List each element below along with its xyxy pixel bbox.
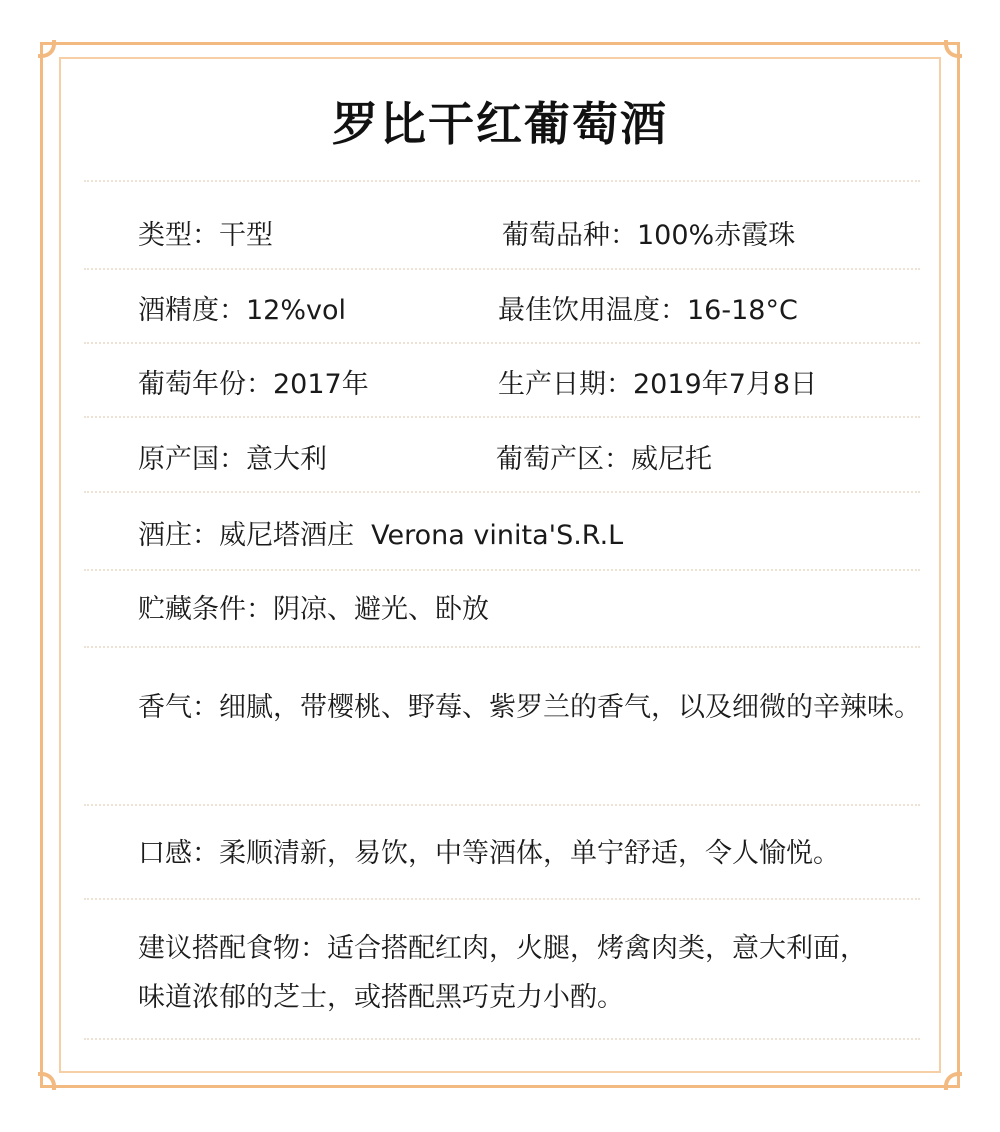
field-taste: 口感：柔顺清新，易饮，中等酒体，单宁舒适，令人愉悦。 — [138, 838, 840, 869]
divider — [84, 268, 920, 270]
field-vintage: 葡萄年份：2017年 — [138, 369, 369, 400]
field-production-date: 生产日期：2019年7月8日 — [498, 369, 818, 400]
divider — [84, 569, 920, 571]
field-aroma: 香气：细腻，带樱桃、野莓、紫罗兰的香气，以及细微的辛辣味。 — [138, 692, 921, 723]
field-storage: 贮藏条件：阴凉、避光、卧放 — [138, 594, 489, 625]
page-title: 罗比干红葡萄酒 — [332, 97, 668, 151]
divider — [84, 804, 920, 806]
field-alcohol: 酒精度：12%vol — [138, 295, 347, 326]
field-grape-region: 葡萄产区：威尼托 — [496, 444, 712, 475]
divider — [84, 342, 920, 344]
divider — [84, 180, 920, 182]
divider — [84, 1038, 920, 1040]
field-grape-variety: 葡萄品种：100%赤霞珠 — [502, 220, 796, 251]
divider — [84, 646, 920, 648]
field-food-pairing: 建议搭配食物：适合搭配红肉，火腿，烤禽肉类，意大利面，味道浓郁的芝士，或搭配黑巧克力小酌。 — [138, 933, 867, 1013]
field-origin-country: 原产国：意大利 — [138, 444, 327, 475]
divider — [84, 898, 920, 900]
field-serving-temperature: 最佳饮用温度：16-18°C — [498, 295, 798, 326]
inner-frame — [59, 57, 941, 1073]
field-winery: 酒庄：威尼塔酒庄 Verona vinita'S.R.L — [138, 520, 624, 551]
field-type: 类型：干型 — [138, 220, 273, 251]
divider — [84, 416, 920, 418]
divider — [84, 491, 920, 493]
